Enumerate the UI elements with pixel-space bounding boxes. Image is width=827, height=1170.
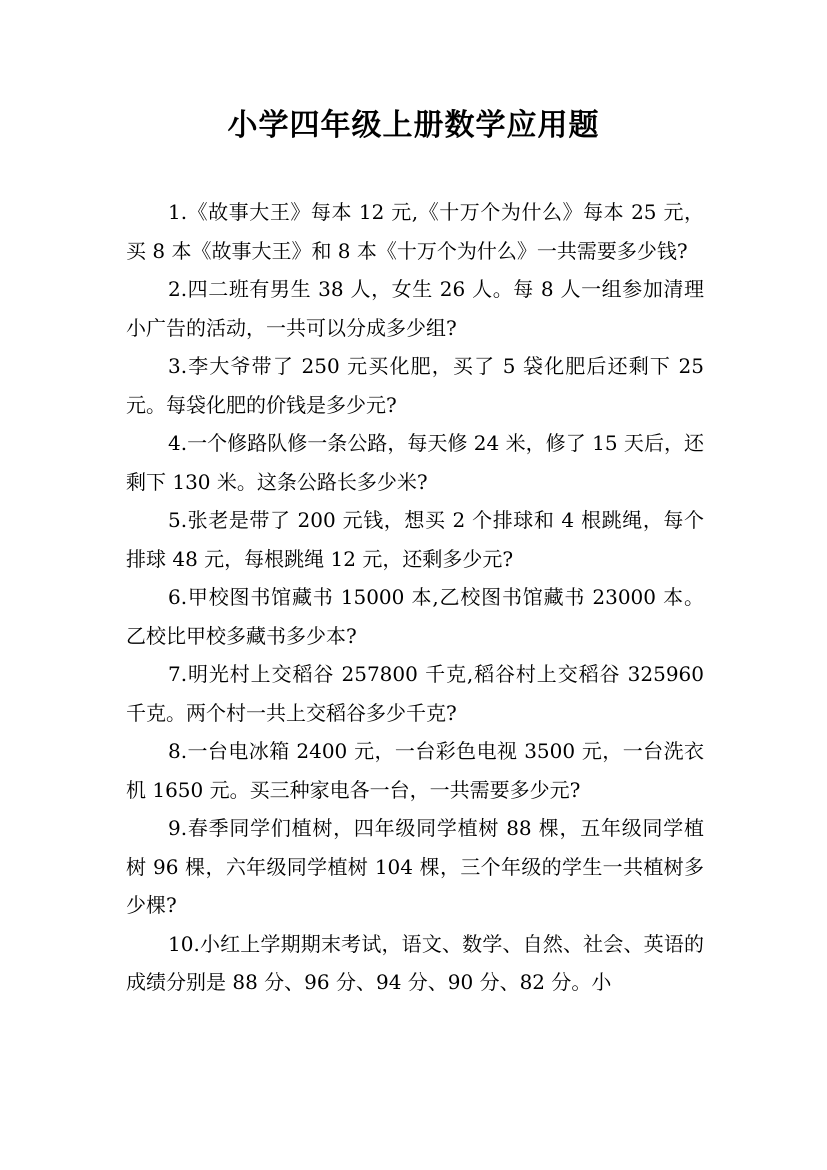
problem-1: 1.《故事大王》每本 12 元,《十万个为什么》每本 25 元，买 8 本《故事大王》和 8 本《十万个为什么》一共需要多少钱?	[126, 200, 704, 263]
problem-8: 8.一台电冰箱 2400 元，一台彩色电视 3500 元，一台洗衣机 1650 元。买三种家电各一台，一共需要多少元?	[126, 739, 704, 802]
problem-6: 6.甲校图书馆藏书 15000 本,乙校图书馆藏书 23000 本。乙校比甲校多藏书多少本?	[126, 585, 704, 648]
problem-9: 9.春季同学们植树，四年级同学植树 88 棵，五年级同学植树 96 棵，六年级同学植树 104 棵，三个年级的学生一共植树多少棵?	[126, 816, 704, 917]
problem-10: 10.小红上学期期末考试，语文、数学、自然、社会、英语的成绩分别是 88 分、96 分、94 分、90 分、82 分。小	[126, 931, 704, 994]
page-title: 小学四年级上册数学应用题	[227, 108, 600, 143]
problem-2: 2.四二班有男生 38 人，女生 26 人。每 8 人一组参加清理小广告的活动，一共可以分成多少组?	[126, 277, 704, 340]
problem-7: 7.明光村上交稻谷 257800 千克,稻谷村上交稻谷 325960 千克。两个村一共上交稻谷多少千克?	[126, 662, 704, 725]
problem-3: 3.李大爷带了 250 元买化肥，买了 5 袋化肥后还剩下 25 元。每袋化肥的价钱是多少元?	[126, 354, 704, 417]
problem-5: 5.张老是带了 200 元钱，想买 2 个排球和 4 根跳绳，每个排球 48 元，每根跳绳 12 元，还剩多少元?	[126, 508, 704, 571]
problem-4: 4.一个修路队修一条公路，每天修 24 米，修了 15 天后，还剩下 130 米。这条公路长多少米?	[126, 431, 704, 494]
problem-list	[126, 193, 704, 1002]
